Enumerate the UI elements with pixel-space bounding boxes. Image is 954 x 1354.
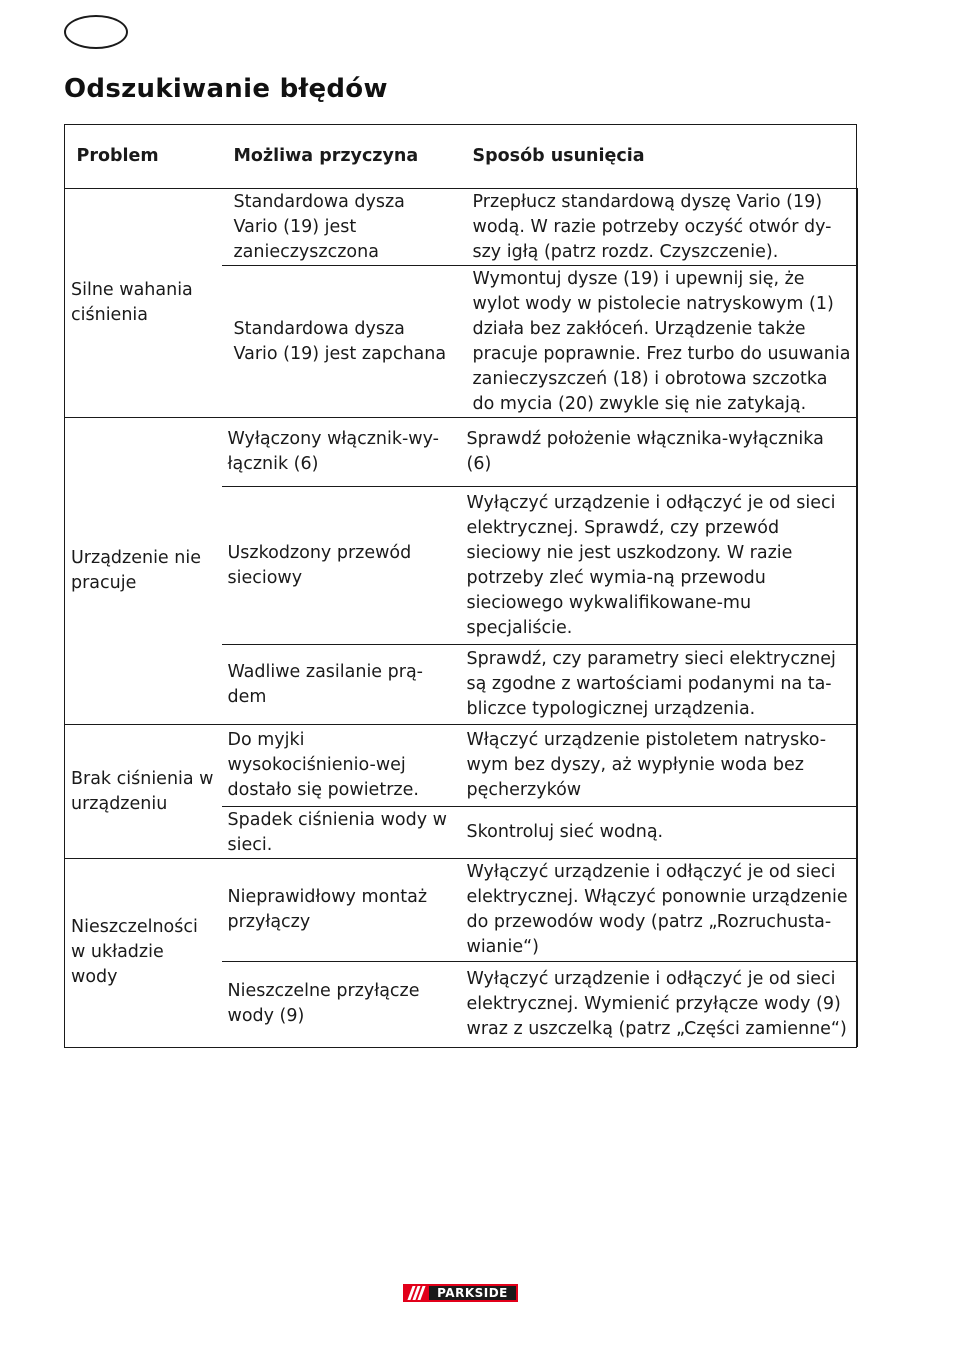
cause-cell: Wadliwe zasilanie prą-dem bbox=[222, 645, 461, 725]
logo-stripes-icon bbox=[403, 1284, 427, 1302]
table-row bbox=[65, 189, 858, 266]
page-title: Odszukiwanie błędów bbox=[64, 74, 388, 104]
cause-cell: Wyłączony włącznik-wy-łącznik (6) bbox=[222, 418, 461, 487]
logo-text: PARKSIDE bbox=[429, 1286, 516, 1300]
fix-cell: Sprawdź położenie włącznika-wyłącznika (6) bbox=[461, 418, 858, 487]
fix-cell: Wyłączyć urządzenie i odłączyć je od sieci elektrycznej. Wymienić przyłącze wody (9) wraz z uszczelką (patrz „Części zamienne“) bbox=[461, 962, 858, 1047]
cause-cell: Nieprawidłowy montaż przyłączy bbox=[222, 859, 461, 962]
language-badge bbox=[64, 15, 128, 49]
fix-cell: Włączyć urządzenie pistoletem natrysko-wym bez dyszy, aż wypłynie woda bez pęcherzyków bbox=[461, 725, 858, 807]
fix-cell: Wyłączyć urządzenie i odłączyć je od sieci elektrycznej. Sprawdź, czy przewód sieciowy nie jest uszkodzony. W razie potrzeby zleć wymia-ną przewodu sieciowego wykwalifikowane-mu specjaliście. bbox=[461, 487, 858, 645]
cause-cell: Standardowa dysza Vario (19) jest zapchana bbox=[222, 266, 461, 418]
cause-cell: Spadek ciśnienia wody w sieci. bbox=[222, 807, 461, 859]
problem-cell: Urządzenie nie pracuje bbox=[65, 418, 222, 725]
problem-cell: Silne wahania ciśnienia bbox=[65, 189, 222, 418]
header-cause: Możliwa przyczyna bbox=[233, 145, 419, 166]
cause-cell: Do myjki wysokociśnienio-wej dostało się powietrze. bbox=[222, 725, 461, 807]
header-problem: Problem bbox=[76, 145, 159, 166]
problem-cell: Nieszczelności w układzie wody bbox=[65, 859, 222, 1047]
cause-cell: Standardowa dysza Vario (19) jest zanieczyszczona bbox=[222, 189, 461, 266]
fix-cell: Wyłączyć urządzenie i odłączyć je od sieci elektrycznej. Włączyć ponownie urządzenie do przewodów wody (patrz „Rozruchusta-wianie“) bbox=[461, 859, 858, 962]
troubleshooting-table bbox=[64, 124, 858, 1047]
cause-cell: Nieszczelne przyłącze wody (9) bbox=[222, 962, 461, 1047]
cause-cell: Uszkodzony przewód sieciowy bbox=[222, 487, 461, 645]
table-row bbox=[65, 859, 858, 962]
fix-cell: Wymontuj dysze (19) i upewnij się, że wylot wody w pistolecie natryskowym (1) działa bez zakłóceń. Urządzenie także pracuje poprawnie. Frez turbo do usuwania zanieczyszczeń (18) i obrotowa szczotka do mycia (20) zwykle się nie zatykają. bbox=[461, 266, 858, 418]
table-row bbox=[65, 418, 858, 487]
fix-cell: Skontroluj sieć wodną. bbox=[461, 807, 858, 859]
header-fix: Sposób usunięcia bbox=[472, 145, 645, 166]
fix-cell: Przepłucz standardową dyszę Vario (19) wodą. W razie potrzeby oczyść otwór dy-szy igłą (patrz rozdz. Czyszczenie). bbox=[461, 189, 858, 266]
table-row bbox=[65, 725, 858, 807]
problem-cell: Brak ciśnienia w urządzeniu bbox=[65, 725, 222, 859]
table-header-row bbox=[65, 124, 858, 189]
parkside-logo bbox=[403, 1284, 518, 1302]
fix-cell: Sprawdź, czy parametry sieci elektrycznej są zgodne z wartościami podanymi na ta-bliczce typologicznej urządzenia. bbox=[461, 645, 858, 725]
